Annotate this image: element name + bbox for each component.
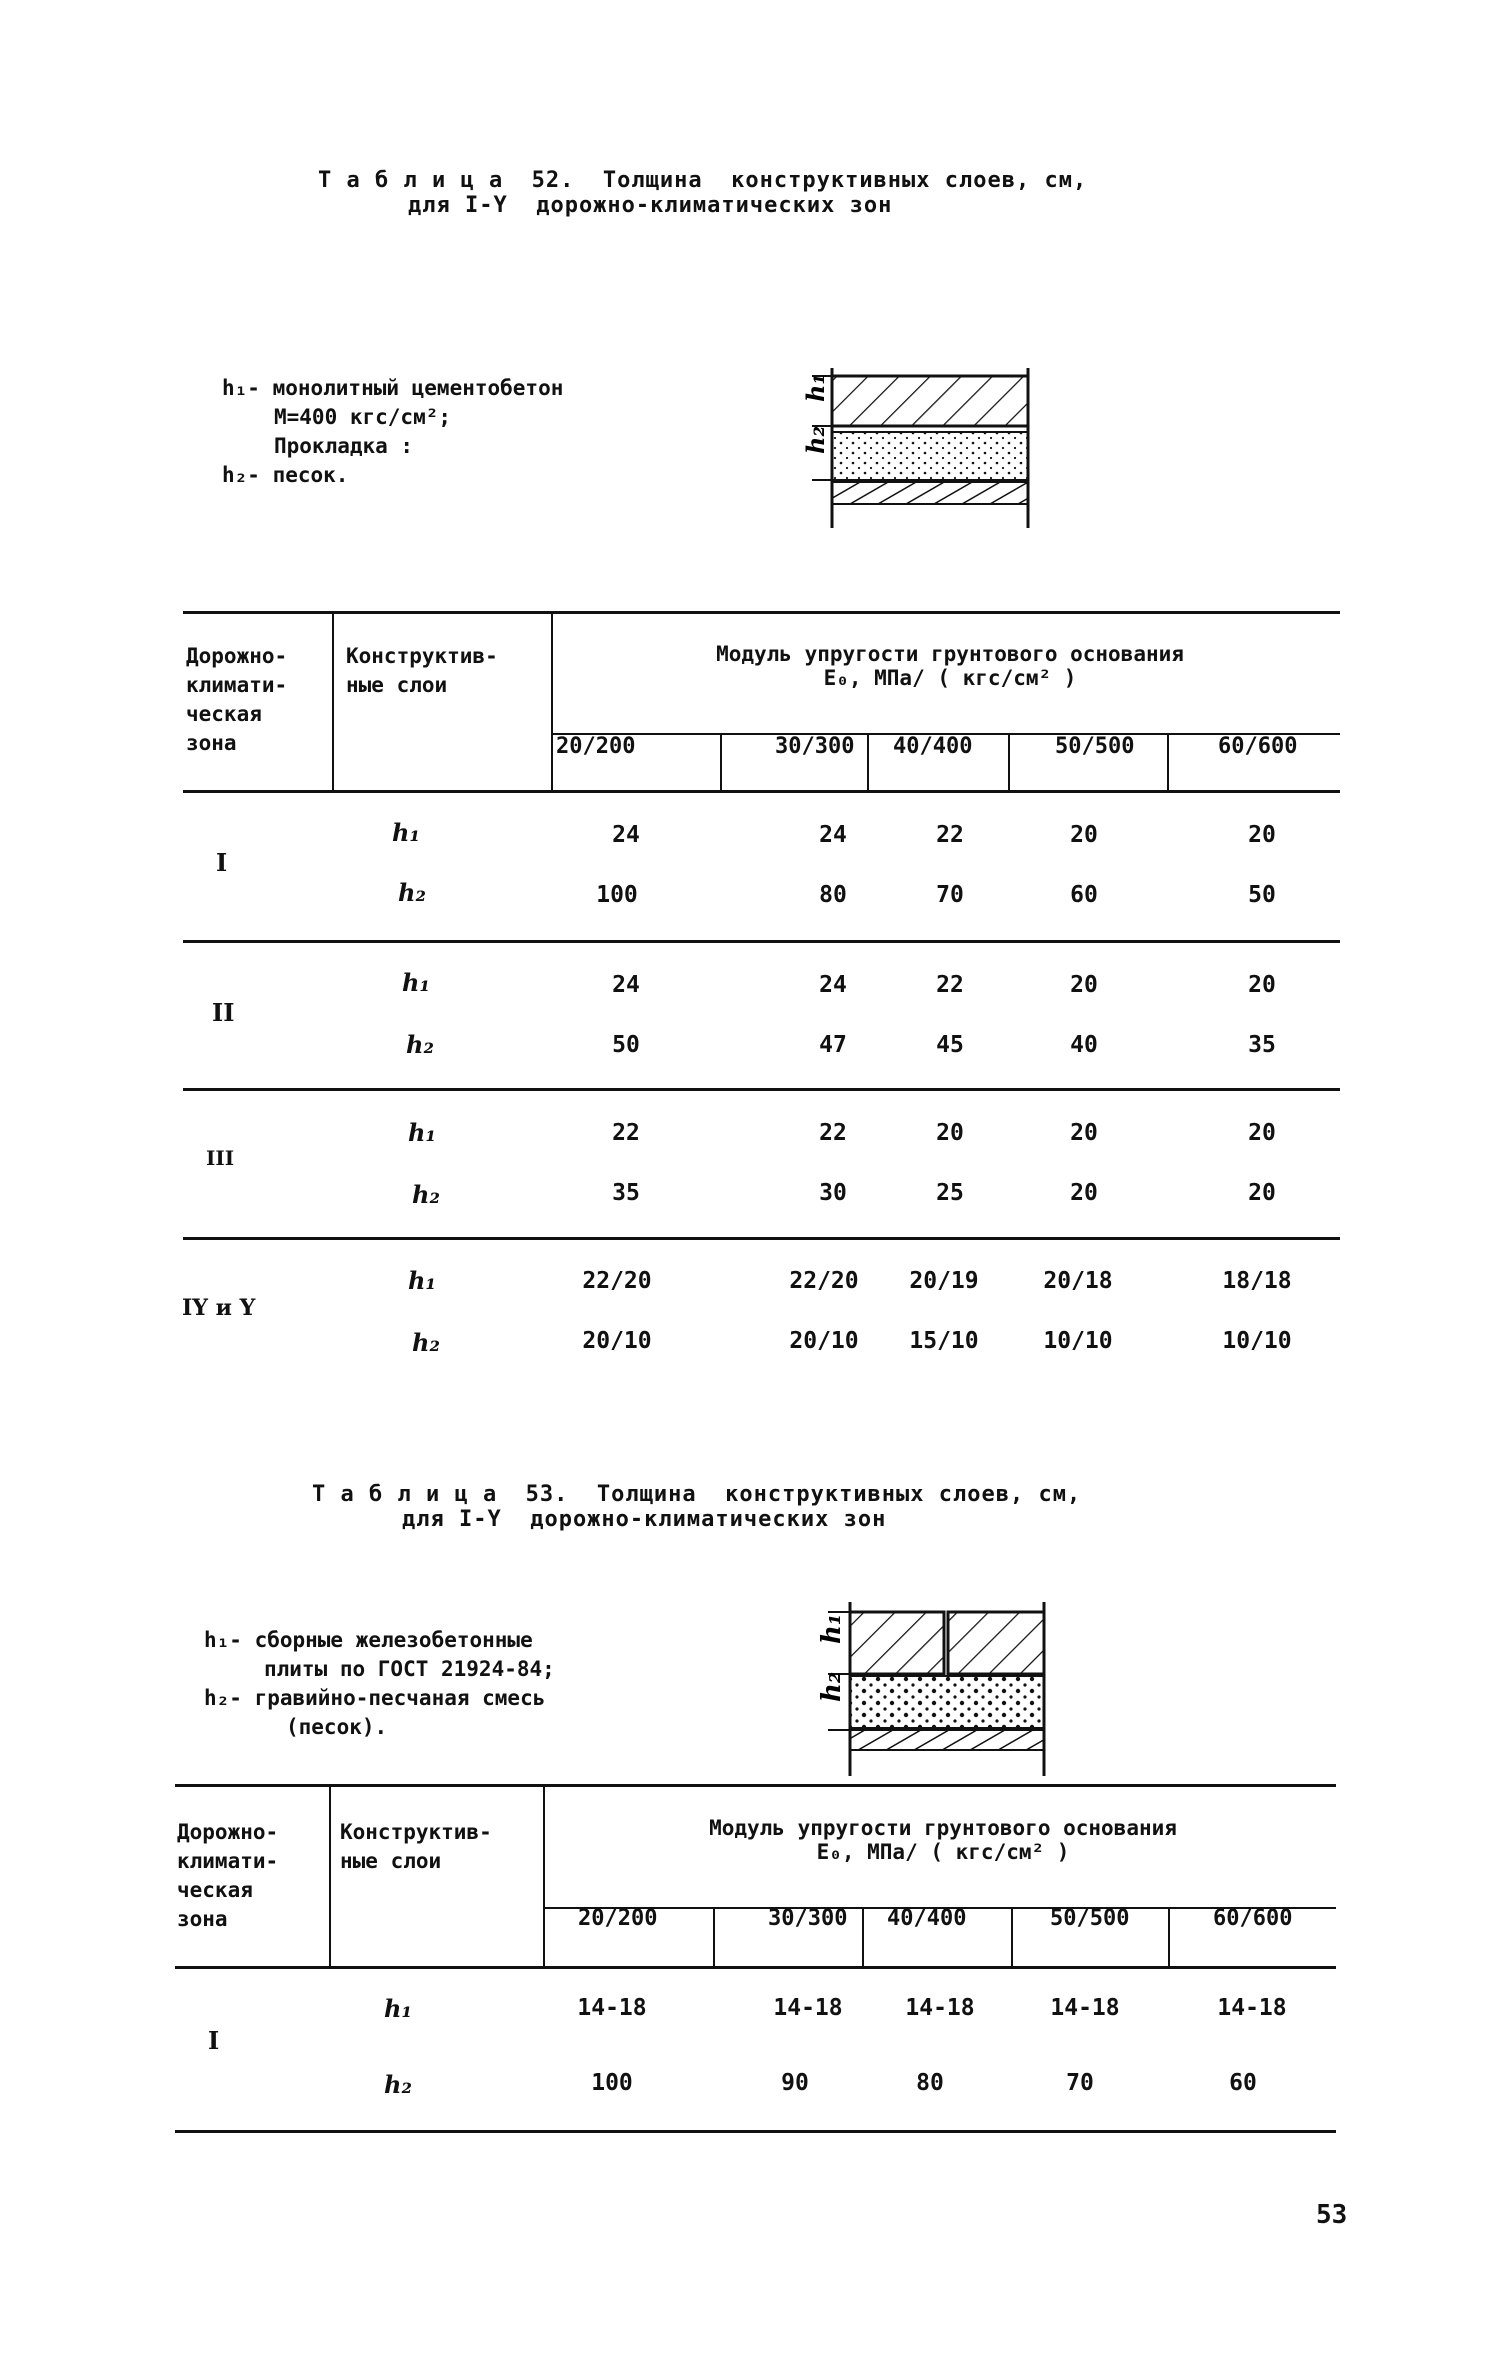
header-text: ческая [186,702,262,726]
table52-cell: 20 [1248,972,1276,998]
table53-cell: 80 [916,2070,944,2096]
table53-col-divider [1168,1908,1170,1967]
table52-column-header: 20/200 [556,734,636,759]
table52-cell: 20 [1070,972,1098,998]
table53-top-rule [175,1784,1336,1787]
table53-header-bottom-rule [175,1966,1336,1969]
legend-line: h₁- монолитный цементобетон [222,376,564,400]
table52-cell: 20 [1248,822,1276,848]
table52-cell: 80 [819,882,847,908]
table52-layer-h2: h₂ [398,878,426,907]
table52-cell: 20 [1070,1180,1098,1206]
header-text: Модуль упругости грунтового основания [709,1816,1177,1840]
header-text: Конструктив- [346,644,498,668]
header-text: Модуль упругости грунтового основания [716,642,1184,666]
table53-legend [204,1626,555,1742]
table52-header-zone [186,642,287,758]
table53-column-header: 50/500 [1050,1906,1130,1931]
table53-title [312,1482,1081,1532]
table52-header-modulus [560,642,1340,690]
table52-cell: 18/18 [1222,1268,1292,1294]
table52-cell: 22 [612,1120,640,1146]
table52-zone-label: II [212,998,235,1027]
table52-col-divider [867,734,869,791]
header-text: ческая [177,1878,253,1902]
table53-layer-h2: h₂ [384,2070,412,2099]
table52-layer-h1: h₁ [408,1118,436,1147]
table52-column-header: 40/400 [893,734,973,759]
table52-zone-label: IY и Y [182,1295,256,1321]
table52-cell: 47 [819,1032,847,1058]
table52-layer-h2: h₂ [406,1030,434,1059]
table52-cell: 10/10 [1043,1328,1113,1354]
table53-column-header: 30/300 [768,1906,848,1931]
header-text: E₀, МПа/ ( кгс/см² ) [816,1840,1070,1864]
header-text: E₀, МПа/ ( кгс/см² ) [823,666,1077,690]
table52-title-line1: Т а б л и ц а 52. Толщина конструктивных слоев, см, [318,168,1088,193]
table53-header-layers [340,1818,492,1876]
table52-cell: 22 [936,822,964,848]
table52-cell: 45 [936,1032,964,1058]
legend-line: h₁- сборные железобетонные [204,1628,533,1652]
header-text: зона [186,731,237,755]
header-text: зона [177,1907,228,1931]
diagram-label-h1: h₁ [817,1613,847,1644]
table53-cell: 90 [781,2070,809,2096]
table52-title [318,168,1087,218]
table53-bottom-rule [175,2130,1336,2133]
table52-row-rule [183,1237,1340,1240]
table52-cross-section-diagram [790,360,1050,530]
table53-cell: 14-18 [773,1995,843,2021]
header-text: климати- [177,1849,279,1873]
legend-line: h₂- гравийно-песчаная смесь [204,1686,546,1710]
table52-header-layers [346,642,498,700]
header-text: ные слои [346,673,448,697]
table52-zone-label: III [206,1146,235,1170]
table52-cell: 20 [1070,822,1098,848]
table53-col-divider [329,1786,331,1967]
table52-cell: 50 [612,1032,640,1058]
legend-line: плиты по ГОСТ 21924-84; [264,1657,555,1681]
table52-zone-label: I [216,848,228,877]
table52-cell: 20 [1248,1120,1276,1146]
table53-title-line2: для I-Y дорожно-климатических зон [402,1507,887,1532]
table52-col-divider [551,613,553,791]
table52-cell: 24 [612,972,640,998]
table52-layer-h1: h₁ [392,818,420,847]
table52-cell: 40 [1070,1032,1098,1058]
table52-cell: 22/20 [789,1268,859,1294]
legend-line: М=400 кгс/см²; [274,405,452,429]
header-text: климати- [186,673,288,697]
header-text: ные слои [340,1849,442,1873]
table52-legend [222,374,563,490]
table52-cell: 50 [1248,882,1276,908]
table53-cell: 14-18 [577,1995,647,2021]
table52-column-header: 60/600 [1218,734,1298,759]
table53-cell: 70 [1066,2070,1094,2096]
table52-title-line2: для I-Y дорожно-климатических зон [408,193,893,218]
table52-cell: 35 [612,1180,640,1206]
table52-cell: 20/18 [1043,1268,1113,1294]
table52-row-rule [183,940,1340,943]
table53-cell: 14-18 [905,1995,975,2021]
diagram-label-h1: h₁ [801,374,830,402]
table52-top-rule [183,611,1340,614]
table52-cell: 20/10 [582,1328,652,1354]
table53-column-header: 40/400 [887,1906,967,1931]
table52-layer-h1: h₁ [408,1266,436,1295]
header-text: Конструктив- [340,1820,492,1844]
table52-cell: 15/10 [909,1328,979,1354]
legend-line: h₂- песок. [222,463,349,487]
table53-column-header: 60/600 [1213,1906,1293,1931]
table53-title-line1: Т а б л и ц а 53. Толщина конструктивных слоев, см, [312,1482,1082,1507]
table52-layer-h2: h₂ [412,1180,440,1209]
table52-cell: 20 [1248,1180,1276,1206]
table52-cell: 22 [819,1120,847,1146]
table53-header-zone [177,1818,278,1934]
table52-cell: 20 [936,1120,964,1146]
table52-col-divider [332,613,334,791]
table52-col-divider [1167,734,1169,791]
table52-cell: 20 [1070,1120,1098,1146]
table52-cell: 10/10 [1222,1328,1292,1354]
table53-col-divider [543,1786,545,1967]
table53-cross-section-diagram [784,1598,1054,1778]
table52-cell: 60 [1070,882,1098,908]
table52-cell: 22 [936,972,964,998]
diagram-label-h2: h₂ [817,1671,847,1702]
table53-cell: 14-18 [1217,1995,1287,2021]
table53-cell: 100 [591,2070,633,2096]
table52-col-divider [720,734,722,791]
table53-zone-label: I [208,2026,220,2055]
table52-cell: 100 [596,882,638,908]
table52-cell: 35 [1248,1032,1276,1058]
header-text: Дорожно- [177,1820,279,1844]
table53-col-divider [1011,1908,1013,1967]
table52-cell: 24 [612,822,640,848]
table52-cell: 25 [936,1180,964,1206]
table52-cell: 30 [819,1180,847,1206]
table52-cell: 24 [819,822,847,848]
diagram-label-h2: h₂ [801,426,830,454]
table52-cell: 70 [936,882,964,908]
table53-layer-h1: h₁ [384,1994,412,2023]
table52-cell: 20/19 [909,1268,979,1294]
table52-cell: 24 [819,972,847,998]
table52-column-header: 50/500 [1055,734,1135,759]
legend-line: (песок). [286,1715,388,1739]
table53-cell: 60 [1229,2070,1257,2096]
header-text: Дорожно- [186,644,288,668]
legend-line: Прокладка : [274,434,414,458]
table52-cell: 22/20 [582,1268,652,1294]
table52-cell: 20/10 [789,1328,859,1354]
table53-header-modulus [550,1816,1336,1864]
table52-layer-h2: h₂ [412,1328,440,1357]
table52-row-rule [183,1088,1340,1091]
table52-col-divider [1008,734,1010,791]
table53-column-header: 20/200 [578,1906,658,1931]
table53-col-divider [862,1908,864,1967]
table53-cell: 14-18 [1050,1995,1120,2021]
table52-column-header: 30/300 [775,734,855,759]
table53-col-divider [713,1908,715,1967]
table52-layer-h1: h₁ [402,968,430,997]
page-number: 53 [1316,2200,1348,2230]
